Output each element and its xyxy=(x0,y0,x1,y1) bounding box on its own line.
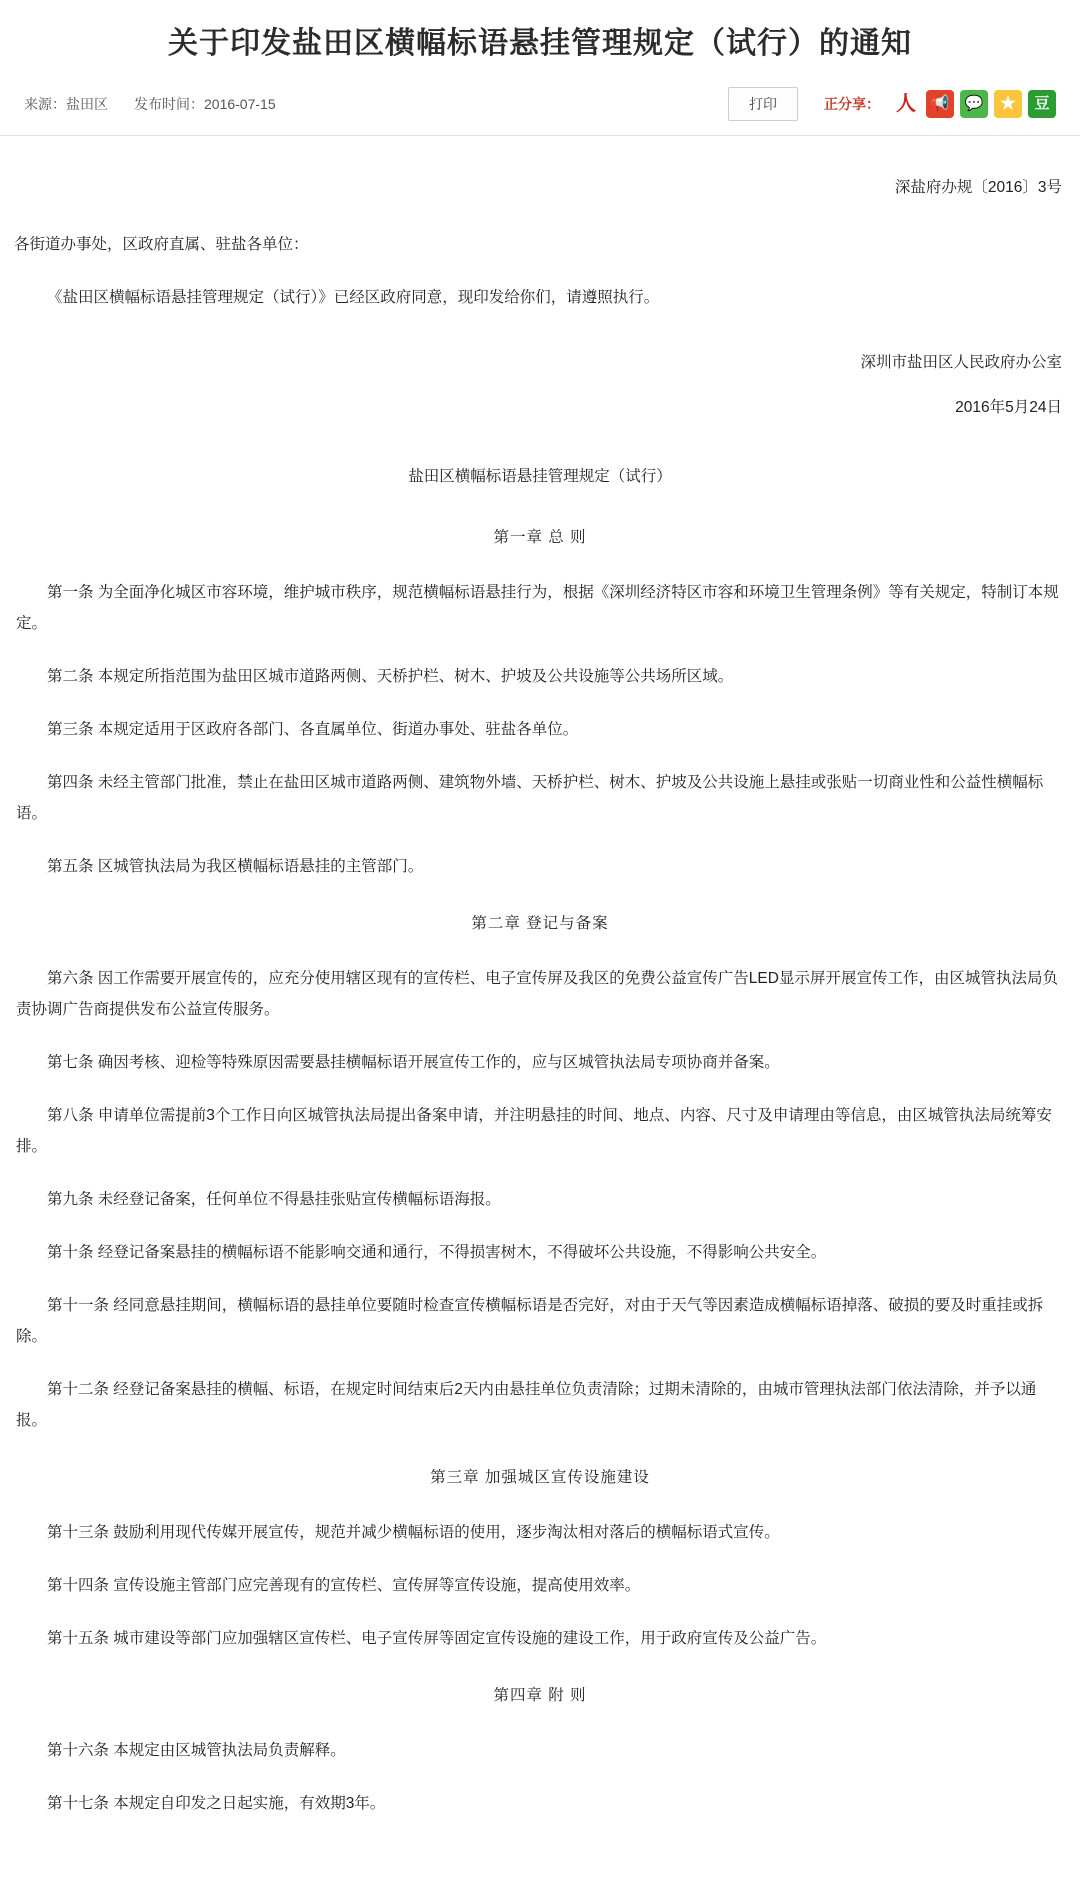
article-text: 第二条 本规定所指范围为盐田区城市道路两侧、天桥护栏、树木、护坡及公共设施等公共场所区域。 xyxy=(47,667,734,685)
article-text: 第五条 区城管执法局为我区横幅标语悬挂的主管部门。 xyxy=(47,857,424,875)
signature-date: 2016年5月24日 xyxy=(955,398,1062,416)
document-number: 深盐府办规〔2016〕3号 xyxy=(894,178,1062,196)
source-label: 来源：盐田区 xyxy=(24,95,108,112)
article-text: 第八条 申请单位需提前3个工作日向区城管执法局提出备案申请，并注明悬挂的时间、地点、内容、尺寸及申请理由等信息，由区城管执法局统筹安排。 xyxy=(16,1106,1052,1155)
print-button[interactable]: 打印 xyxy=(728,87,798,121)
meta-left xyxy=(24,94,276,114)
article-text: 第十四条 宣传设施主管部门应完善现有的宣传栏、宣传屏等宣传设施，提高使用效率。 xyxy=(47,1576,641,1594)
publish-time-label: 发布时间：2016-07-15 xyxy=(134,95,276,112)
article-text: 第九条 未经登记备案，任何单位不得悬挂张贴宣传横幅标语海报。 xyxy=(47,1190,501,1208)
article-text: 第四条 未经主管部门批准，禁止在盐田区城市道路两侧、建筑物外墙、天桥护栏、树木、护坡及公共设施上悬挂或张贴一切商业性和公益性横幅标语。 xyxy=(16,773,1044,822)
share-icons xyxy=(892,90,1056,118)
addressee: 各街道办事处，区政府直属、驻盐各单位： xyxy=(14,235,309,253)
douban-share-icon[interactable]: 豆 xyxy=(1028,90,1056,118)
chapter-heading: 第一章 总 则 xyxy=(493,528,587,546)
meta-right xyxy=(728,87,1056,121)
document-body xyxy=(0,136,1080,1881)
chapter-heading: 第四章 附 则 xyxy=(493,1686,587,1704)
article-text: 第十一条 经同意悬挂期间，横幅标语的悬挂单位要随时检查宣传横幅标语是否完好，对由于天气等因素造成横幅标语掉落、破损的要及时重挂或拆除。 xyxy=(16,1296,1044,1345)
article-text: 第十条 经登记备案悬挂的横幅标语不能影响交通和通行，不得损害树木，不得破坏公共设施，不得影响公共安全。 xyxy=(47,1243,827,1261)
signature-org: 深圳市盐田区人民政府办公室 xyxy=(860,353,1062,371)
chapter-heading: 第三章 加强城区宣传设施建设 xyxy=(430,1468,650,1486)
chapter-heading: 第二章 登记与备案 xyxy=(471,914,609,932)
meta-bar xyxy=(0,83,1080,135)
article-text: 第三条 本规定适用于区政府各部门、各直属单位、街道办事处、驻盐各单位。 xyxy=(47,720,579,738)
qzone-share-icon[interactable]: ★ xyxy=(994,90,1022,118)
article-text: 第十三条 鼓励利用现代传媒开展宣传，规范并减少横幅标语的使用，逐步淘汰相对落后的横幅标语式宣传。 xyxy=(47,1523,780,1541)
page-title: 关于印发盐田区横幅标语悬挂管理规定（试行）的通知 xyxy=(168,27,912,60)
renmin-share-icon[interactable]: 人 xyxy=(892,90,920,118)
article-text: 第一条 为全面净化城区市容环境，维护城市秩序，规范横幅标语悬挂行为，根据《深圳经济特区市容和环境卫生管理条例》等有关规定，特制订本规定。 xyxy=(16,583,1059,632)
article-text: 第十二条 经登记备案悬挂的横幅、标语，在规定时间结束后2天内由悬挂单位负责清除；过期未清除的，由城市管理执法部门依法清除，并予以通报。 xyxy=(16,1380,1037,1429)
article-text: 第七条 确因考核、迎检等特殊原因需要悬挂横幅标语开展宣传工作的，应与区城管执法局专项协商并备案。 xyxy=(47,1053,780,1071)
sina-weibo-share-icon[interactable]: 📢 xyxy=(926,90,954,118)
article-text: 第十七条 本规定自印发之日起实施，有效期3年。 xyxy=(47,1794,386,1812)
regulation-title: 盐田区横幅标语悬挂管理规定（试行） xyxy=(408,467,672,485)
article-text: 第六条 因工作需要开展宣传的，应充分使用辖区现有的宣传栏、电子宣传屏及我区的免费公益宣传广告LED显示屏开展宣传工作，由区城管执法局负责协调广告商提供发布公益宣传服务。 xyxy=(16,969,1058,1018)
article-text: 第十六条 本规定由区城管执法局负责解释。 xyxy=(47,1741,346,1759)
intro-paragraph: 《盐田区横幅标语悬挂管理规定（试行）》已经区政府同意，现印发给你们，请遵照执行。 xyxy=(47,288,660,306)
share-label: 正分享： xyxy=(824,95,880,112)
article-text: 第十五条 城市建设等部门应加强辖区宣传栏、电子宣传屏等固定宣传设施的建设工作，用于政府宣传及公益广告。 xyxy=(47,1629,827,1647)
wechat-share-icon[interactable]: 💬 xyxy=(960,90,988,118)
